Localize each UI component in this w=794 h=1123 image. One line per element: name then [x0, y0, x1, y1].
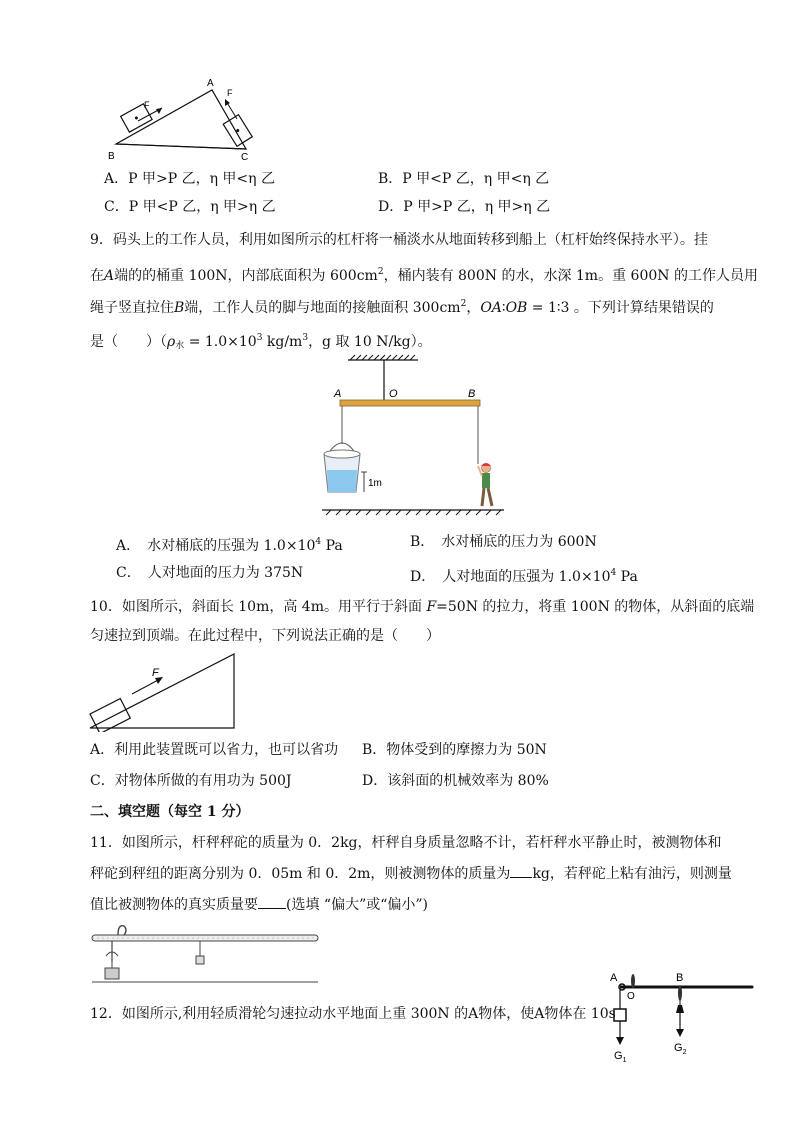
q9-text: 绳子竖直拉住 [90, 300, 174, 316]
section-2-title: 二、填空题（每空 1 分） [90, 804, 250, 820]
q8-option-d-text: P 甲>P 乙，η 甲>η 乙 [403, 199, 551, 215]
q9-var-b: B [174, 300, 185, 316]
q10-option-d[interactable] [362, 771, 549, 791]
q11-steelyard-figure [88, 922, 324, 984]
q11-blank-1[interactable] [510, 877, 532, 878]
q9-option-c-text: 人对地面的压力为 375N [147, 565, 304, 581]
q9-fig-depth-label: 1m [368, 478, 382, 489]
q9-lever-figure [318, 352, 508, 522]
fig8-label-a: A [207, 78, 214, 89]
q11-text: (选填 “偏大”或“偏小”) [286, 897, 429, 913]
q8-option-a-text: P 甲>P 乙，η 甲<η 乙 [128, 171, 276, 187]
q9-text: 是（ ）（ [90, 334, 167, 350]
q9-text: = 1∶3 。下列计算结果错误的 [527, 300, 714, 316]
q9-text: 端，工作人员的脚与地面的接触面积 300cm [184, 300, 461, 316]
q8-option-c[interactable] [104, 197, 276, 217]
q9-stem-line2 [90, 262, 758, 286]
q8-option-c-text: P 甲<P 乙，η 甲>η 乙 [128, 199, 276, 215]
q9-fig-label-a: A [334, 388, 342, 400]
q11-lever-figure [600, 965, 760, 1065]
q8-option-b-text: P 甲<P 乙，η 甲<η 乙 [402, 171, 550, 187]
q11-blank-2[interactable] [258, 908, 286, 909]
q10-option-b-letter: B． [362, 742, 387, 758]
q11-fig-label-g1: $G_1$ [614, 1050, 627, 1064]
q10-option-b[interactable] [362, 740, 547, 760]
fig8-label-f2: F [227, 88, 233, 98]
q10-option-a[interactable] [90, 740, 338, 760]
q9-fig-label-o: O [389, 388, 398, 400]
q10-option-c[interactable] [90, 771, 292, 791]
q8-option-a-letter: A． [104, 171, 129, 187]
q9-option-a-letter: A． [116, 538, 134, 554]
q11-stem-line2 [90, 864, 730, 884]
q9-var-rho: ρ [167, 334, 176, 350]
q10-var-f: F [426, 599, 437, 615]
q10-option-a-text: 利用此装置既可以省力，也可以省功 [114, 742, 339, 758]
q9-option-a-unit: Pa [321, 538, 343, 554]
q9-option-d-sup: 4 [610, 568, 617, 578]
q8-option-c-letter: C． [104, 199, 129, 215]
q9-var-a: A [104, 268, 115, 284]
q11-stem-line3 [90, 895, 730, 915]
q11-text: 值比被测物体的真实质量要 [90, 897, 258, 913]
q9-text: ，桶内装有 800N 的水，水深 1m。重 600N 的工作人员用 [383, 268, 758, 284]
q9-option-b-letter: B． [410, 534, 428, 550]
q9-option-d[interactable] [410, 563, 638, 587]
q9-text: ， [466, 300, 481, 316]
q10-option-c-text: 对物体所做的有用功为 500J [114, 773, 292, 789]
q10-text: =50N 的拉力，将重 100N 的物体，从斜面的底端 [436, 599, 755, 615]
q10-fig-label-f: F [152, 667, 159, 679]
q8-incline-figure [104, 74, 264, 164]
q9-sup: 3 [302, 333, 309, 343]
q10-stem-line2: 匀速拉到顶端。在此过程中，下列说法正确的是（ ） [90, 628, 440, 644]
q11-text: kg，若秤砣上粘有油污，则测量 [532, 866, 732, 882]
q10-option-d-text: 该斜面的机械效率为 80% [387, 773, 549, 789]
q12-stem-line1: 12．如图所示,利用轻质滑轮匀速拉动水平地面上重 300N 的A物体，使A物体在 10s [90, 1006, 616, 1022]
q10-option-b-text: 物体受到的摩擦力为 50N [386, 742, 547, 758]
q9-text: kg/m [262, 334, 303, 350]
q8-option-a[interactable] [104, 169, 275, 189]
fig8-label-b: B [108, 151, 115, 162]
q9-text: ∶ [501, 300, 506, 316]
q10-option-c-letter: C． [90, 773, 115, 789]
fig8-label-c: C [241, 152, 249, 163]
q9-option-c-letter: C． [116, 565, 134, 581]
q8-option-d[interactable] [378, 197, 550, 217]
q8-option-b[interactable] [378, 169, 549, 189]
q11-text: 秤砣到秤纽的距离分别为 0．05m 和 0．2m，则被测物体的质量为 [90, 866, 511, 882]
q9-text: ，g 取 10 N/kg）。 [308, 334, 432, 350]
q9-text: 端的的桶重 100N，内部底面积为 600cm [114, 268, 378, 284]
q10-text: 10．如图所示，斜面长 10m，高 4m。用平行于斜面 [90, 599, 427, 615]
q10-option-a-letter: A． [90, 742, 115, 758]
q9-var-oa: OA [480, 300, 502, 316]
fig8-label-f1: F [144, 100, 150, 110]
q9-fig-label-b: B [468, 388, 476, 400]
q9-option-d-text: 人对地面的压强为 1.0×10 [442, 569, 611, 585]
q11-stem-line1: 11．如图所示，杆秤秤砣的质量为 0．2kg，杆秤自身质量忽略不计，若杆秤水平静止时，被测物体和 [90, 835, 722, 851]
q9-sup: 2 [377, 267, 384, 277]
q10-stem-line1 [90, 597, 755, 617]
q9-text: 在 [90, 268, 104, 284]
q8-option-d-letter: D． [378, 199, 404, 215]
q11-fig-label-a: A [610, 972, 618, 984]
q8-option-b-letter: B． [378, 171, 403, 187]
q9-var-ob: OB [505, 300, 528, 316]
q11-fig-label-b: B [676, 972, 684, 984]
q9-stem-line1: 9．码头上的工作人员，利用如图所示的杠杆将一桶淡水从地面转移到船上（杠杆始终保持水平）。挂 [90, 232, 708, 248]
q9-sup: 2 [460, 299, 467, 309]
q10-option-d-letter: D． [362, 773, 388, 789]
q9-option-b-text: 水对桶底的压力为 600N [441, 534, 597, 550]
q9-option-b[interactable] [410, 532, 597, 552]
q10-incline-figure [86, 650, 242, 732]
q11-fig-label-o: O [627, 991, 635, 1002]
q9-text: = 1.0×10 [184, 334, 257, 350]
q9-option-d-letter: D． [410, 569, 429, 585]
q9-option-c[interactable] [116, 563, 303, 583]
q9-option-d-unit: Pa [616, 569, 638, 585]
q11-fig-label-g2: $G_2$ [674, 1042, 687, 1056]
q9-sub: 水 [175, 341, 185, 351]
q9-option-a[interactable] [116, 532, 343, 556]
q9-stem-line3 [90, 294, 730, 318]
q9-sup: 3 [256, 333, 263, 343]
q9-option-a-sup: 4 [315, 537, 322, 547]
q9-option-a-text: 水对桶底的压强为 1.0×10 [147, 538, 316, 554]
